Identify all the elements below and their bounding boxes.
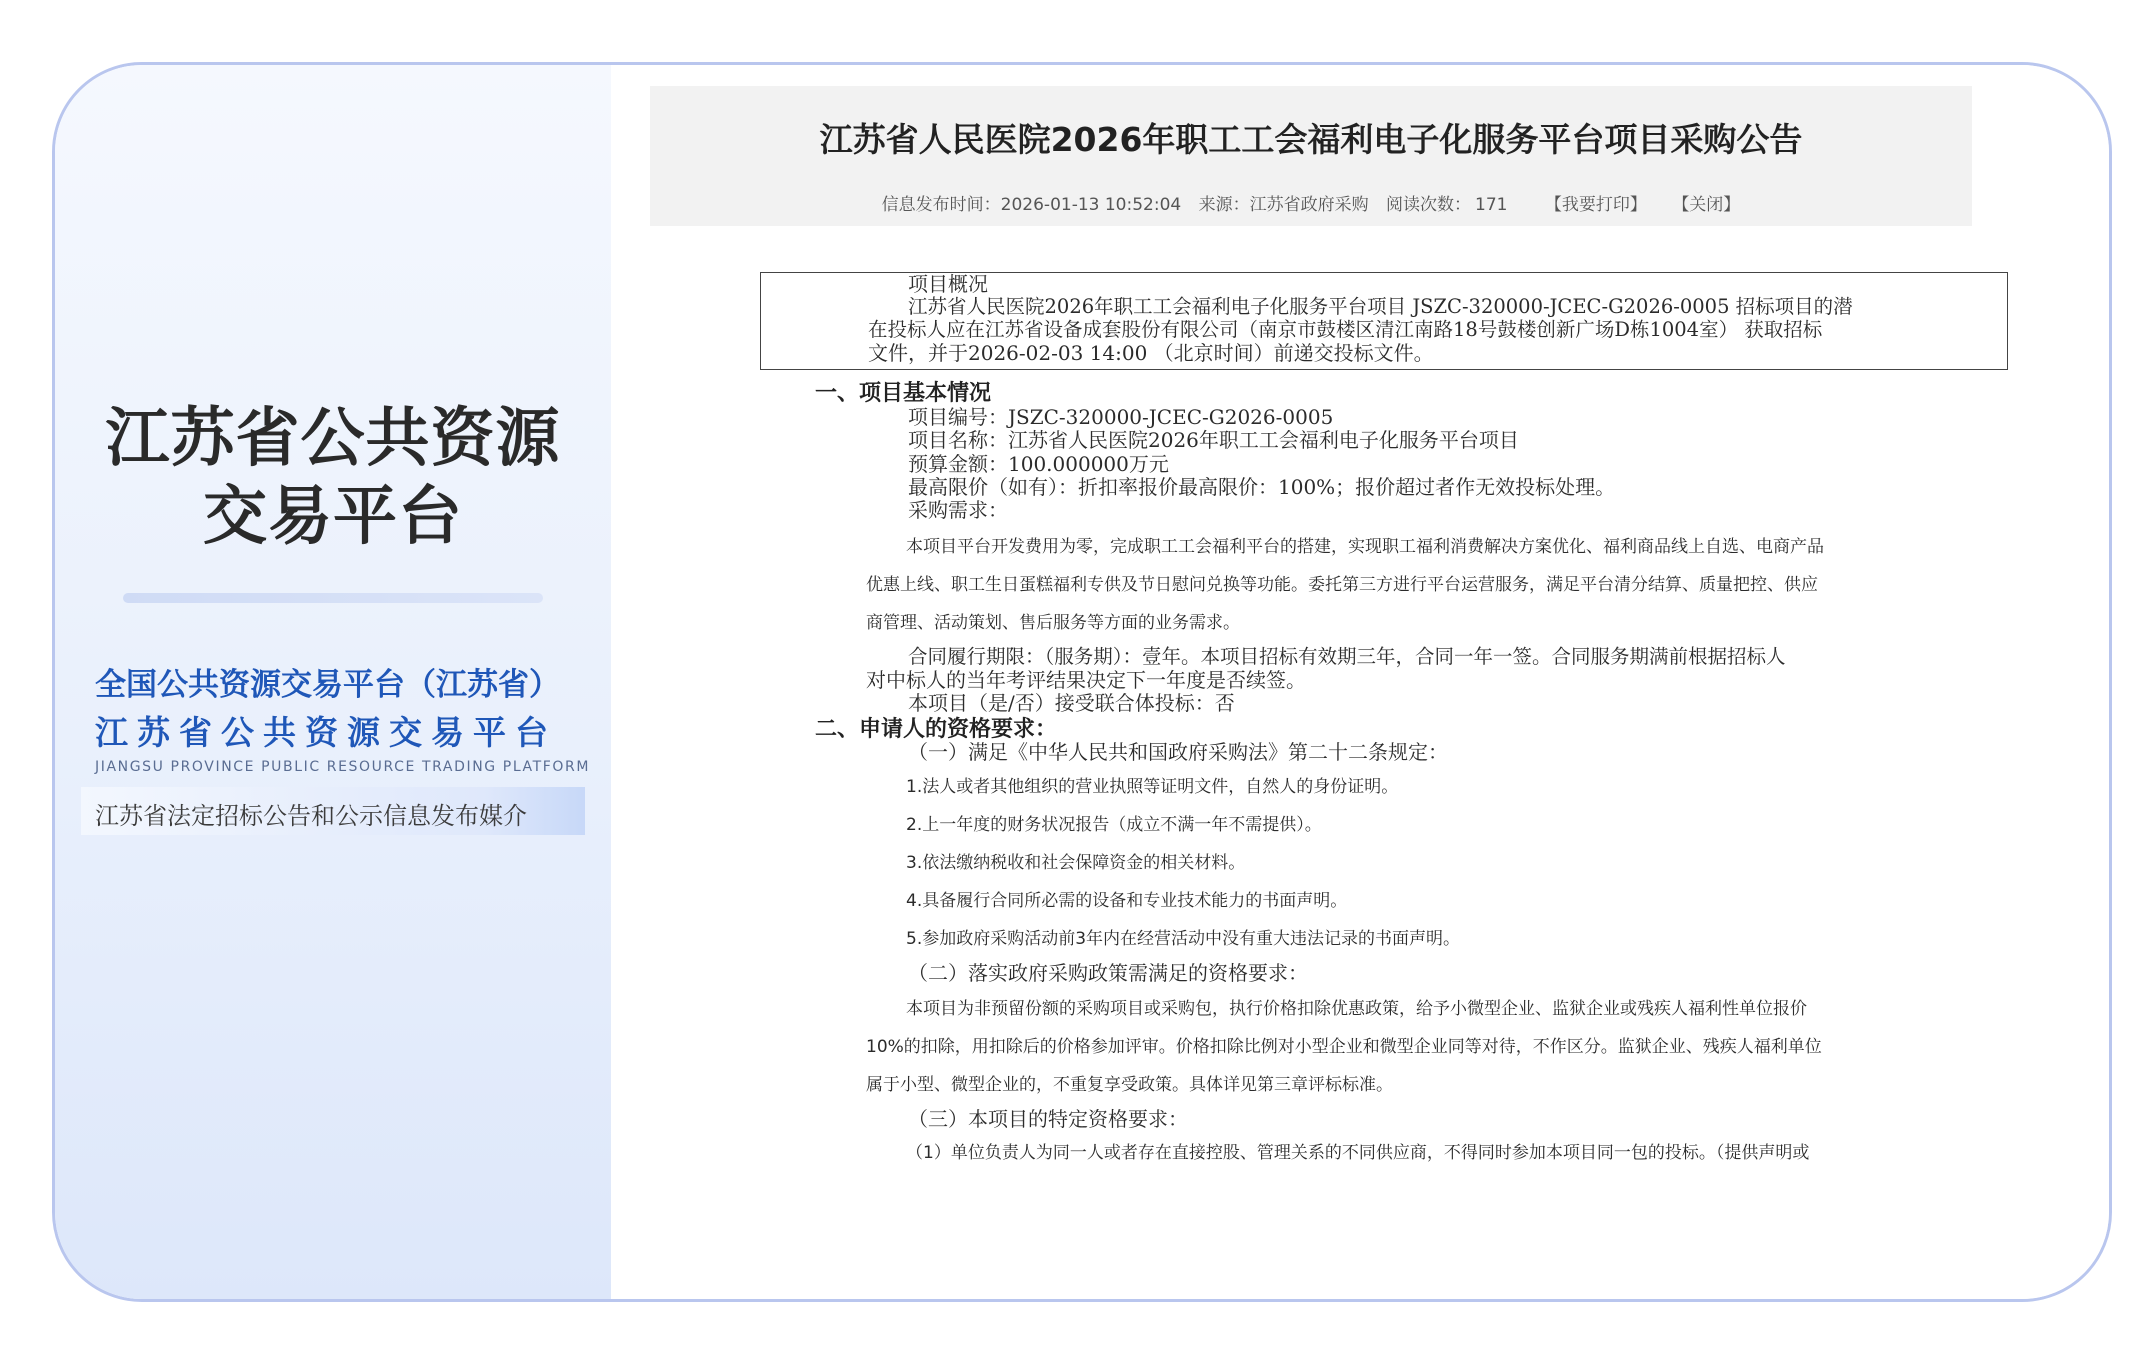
max-price: 最高限价（如有）：折扣率报价最高限价：100%；报价超过者作无效投标处理。: [908, 475, 1616, 499]
divider: [123, 593, 543, 603]
summary-line1: 江苏省人民医院2026年职工工会福利电子化服务平台项目 JSZC-320000-JCEC-G2026-0005 招标项目的潜: [908, 295, 1853, 318]
view-count: [1386, 195, 1507, 215]
section1-heading: 一、项目基本情况: [815, 381, 992, 406]
consortium: 本项目（是/否）接受联合体投标：否: [908, 691, 1235, 715]
view-count-label: 阅读次数：: [1386, 195, 1472, 215]
requirement-sub2: （二）落实政府采购政策需满足的资格要求：: [908, 961, 1308, 985]
document-title: 江苏省人民医院2026年职工工会福利电子化服务平台项目采购公告: [819, 120, 1803, 159]
requirement-item: 4.具备履行合同所必需的设备和专业技术能力的书面声明。: [906, 891, 1348, 911]
requirement-item: 5.参加政府采购活动前3年内在经营活动中没有重大违法记录的书面声明。: [906, 929, 1461, 949]
logo-line2: 江苏省公共资源交易平台: [95, 713, 557, 752]
print-link[interactable]: 【我要打印】: [1544, 195, 1647, 215]
contract-term-line2: 对中标人的当年考评结果决定下一年度是否续签。: [866, 668, 1306, 692]
logo-line3: JIANGSU PROVINCE PUBLIC RESOURCE TRADING PLATFORM: [95, 759, 591, 775]
platform-title-line2: 交易平台: [203, 480, 463, 554]
special-requirement-1: （1）单位负责人为同一人或者存在直接控股、管理关系的不同供应商，不得同时参加本项目同一包的投标。（提供声明或: [906, 1143, 1810, 1163]
section2-heading: 二、申请人的资格要求：: [815, 717, 1058, 742]
policy-paragraph-line3: 属于小型、微型企业的，不重复享受政策。具体详见第三章评标标准。: [866, 1075, 1393, 1095]
platform-title: [55, 400, 611, 556]
demand-paragraph-line1: 本项目平台开发费用为零，完成职工工会福利平台的搭建，实现职工福利消费解决方案优化、福利商品线上自选、电商产品: [906, 537, 1824, 557]
requirement-item: 2.上一年度的财务状况报告（成立不满一年不需提供）。: [906, 815, 1322, 835]
demand-paragraph-line2: 优惠上线、职工生日蛋糕福利专供及节日慰问兑换等功能。委托第三方进行平台运营服务，满足平台清分结算、质量把控、供应: [866, 575, 1818, 595]
requirement-sub1: （一）满足《中华人民共和国政府采购法》第二十二条规定：: [908, 740, 1448, 764]
requirement-item: 3.依法缴纳税收和社会保障资金的相关材料。: [906, 853, 1246, 873]
summary-line2: 在投标人应在江苏省设备成套股份有限公司（南京市鼓楼区清江南路18号鼓楼创新广场D栋1004室） 获取招标: [868, 318, 1823, 341]
demand-paragraph-line3: 商管理、活动策划、售后服务等方面的业务需求。: [866, 613, 1240, 633]
view-count-value: 171: [1475, 195, 1508, 215]
left-panel: [55, 65, 611, 1299]
budget: 预算金额：100.000000万元: [908, 452, 1169, 476]
demand-label: 采购需求：: [908, 498, 1008, 522]
platform-title-line1: 江苏省公共资源: [105, 402, 561, 476]
policy-paragraph-line2: 10%的扣除，用扣除后的价格参加评审。价格扣除比例对小型企业和微型企业同等对待，不作区分。监狱企业、残疾人福利单位: [866, 1037, 1822, 1057]
logo-line1: 全国公共资源交易平台（江苏省）: [95, 667, 560, 703]
contract-term-line1: 合同履行期限：（服务期）：壹年。本项目招标有效期三年，合同一年一签。合同服务期满前根据招标人: [908, 645, 1786, 668]
summary-heading: 项目概况: [908, 272, 988, 296]
close-link[interactable]: 【关闭】: [1672, 195, 1741, 215]
source: 来源：江苏省政府采购: [1198, 195, 1369, 215]
platform-logo: [81, 651, 591, 841]
logo-subtitle-bar: [81, 787, 585, 835]
logo-subtitle: 江苏省法定招标公告和公示信息发布媒介: [95, 802, 527, 830]
requirement-sub3: （三）本项目的特定资格要求：: [908, 1107, 1188, 1131]
publish-time: 信息发布时间：2026-01-13 10:52:04: [881, 195, 1182, 215]
document-header: [650, 86, 1972, 226]
summary-line3: 文件，并于2026-02-03 14:00 （北京时间）前递交投标文件。: [868, 341, 1434, 365]
project-name: 项目名称：江苏省人民医院2026年职工工会福利电子化服务平台项目: [908, 428, 1519, 452]
requirement-item: 1.法人或者其他组织的营业执照等证明文件，自然人的身份证明。: [906, 777, 1399, 797]
right-panel: [611, 65, 2109, 1299]
document-meta: [650, 190, 1972, 215]
policy-paragraph-line1: 本项目为非预留份额的采购项目或采购包，执行价格扣除优惠政策，给予小微型企业、监狱企业或残疾人福利性单位报价: [906, 999, 1807, 1019]
project-number: 项目编号：JSZC-320000-JCEC-G2026-0005: [908, 405, 1334, 429]
